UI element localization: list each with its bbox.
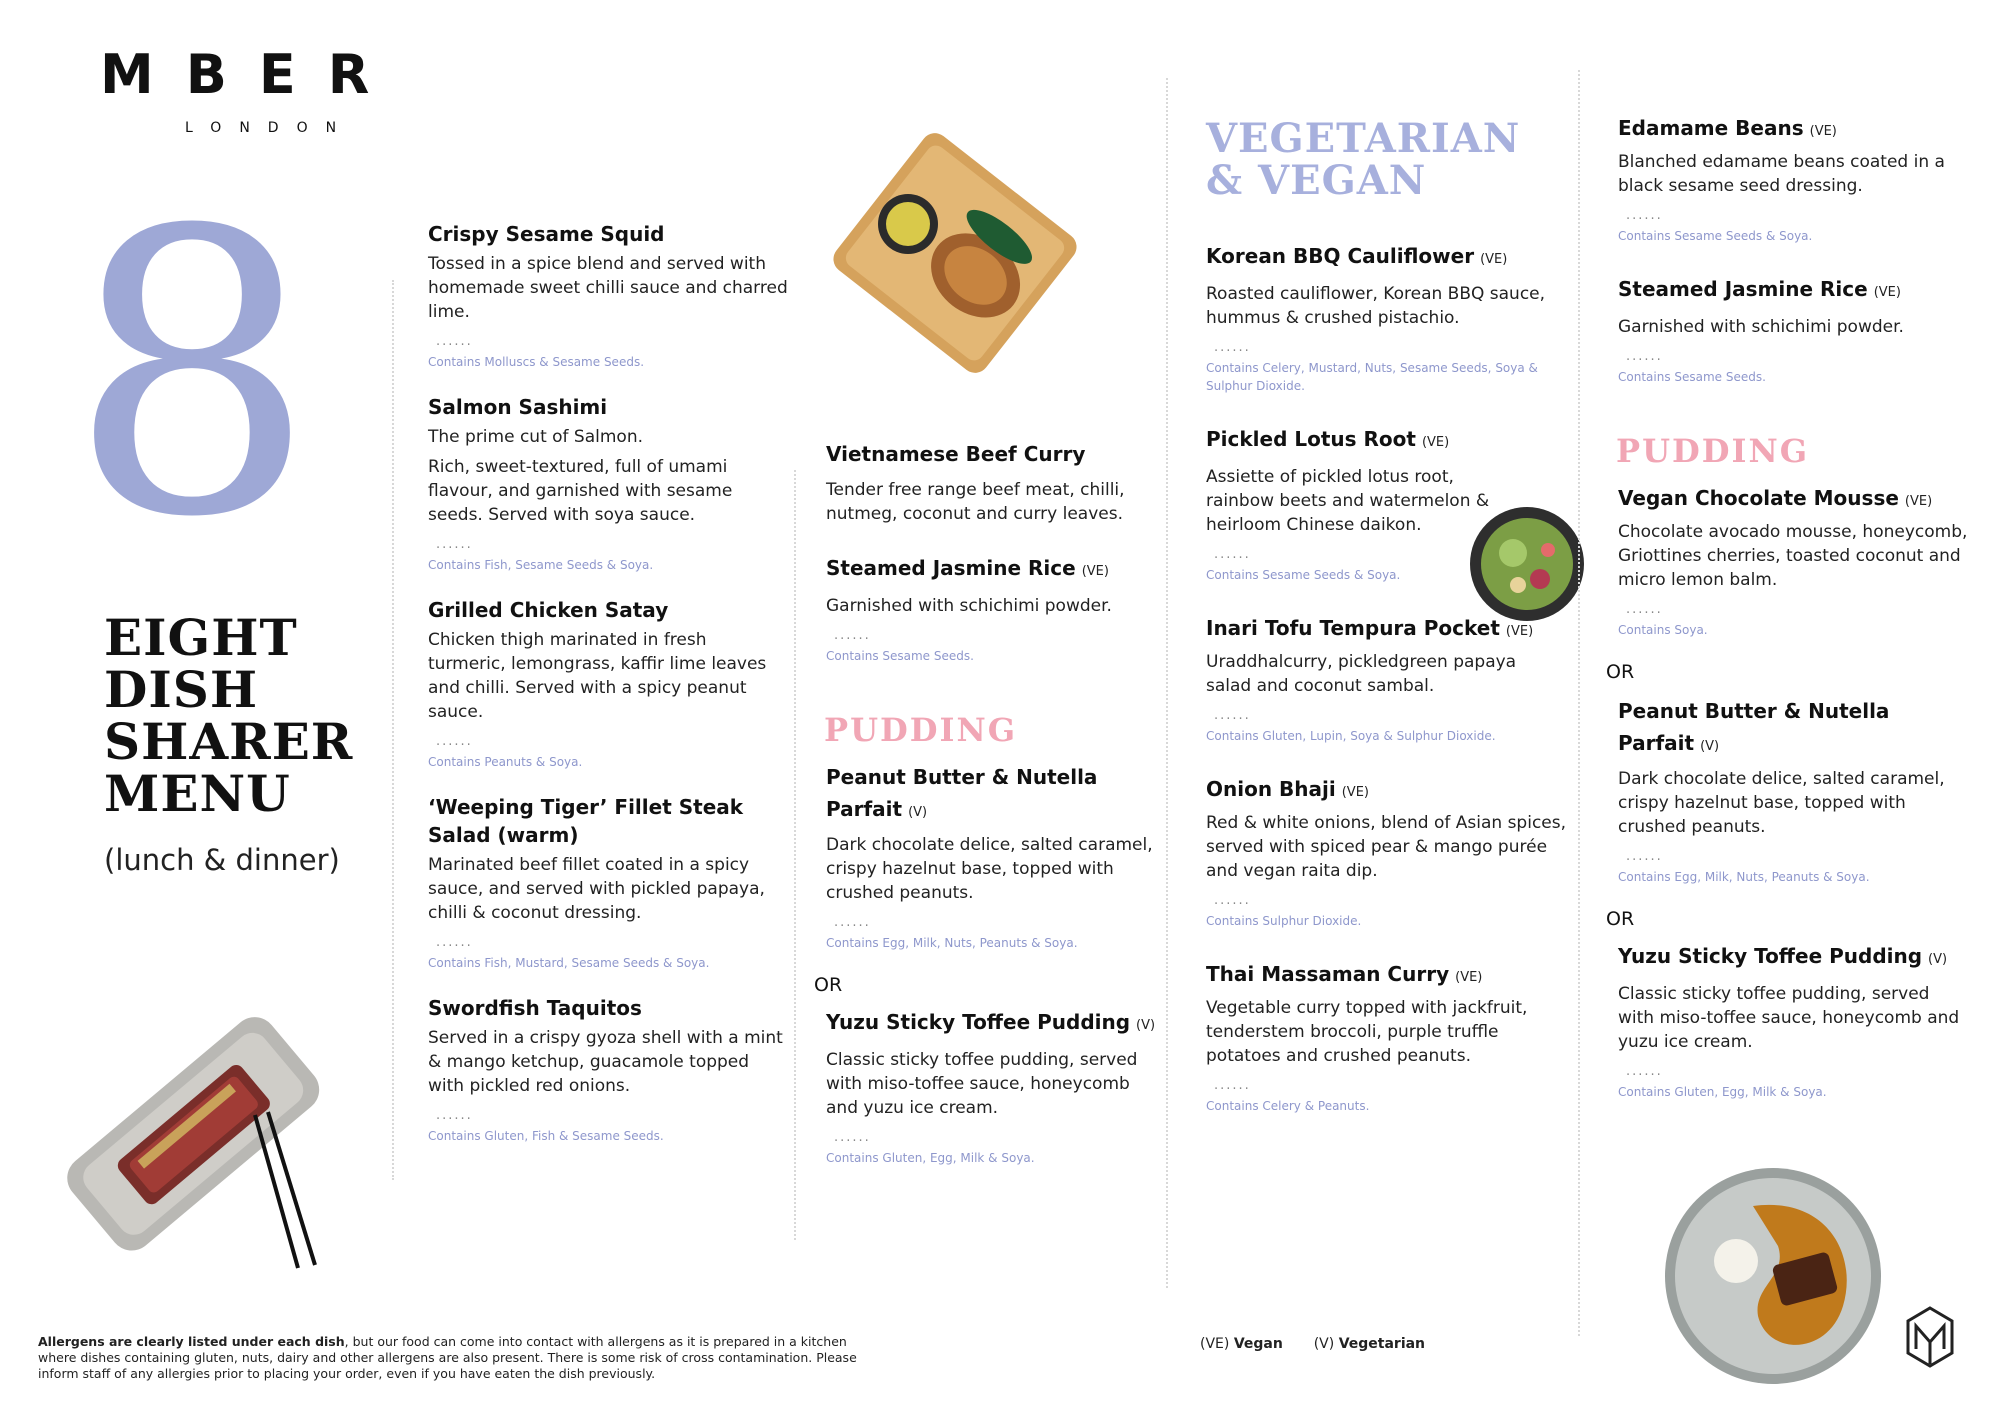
menu-item — [826, 761, 1166, 952]
dish-name-text: Edamame Beans — [1618, 116, 1804, 140]
dish-name-text: Steamed Jasmine Rice — [1618, 277, 1868, 301]
menu-column-3 — [1206, 115, 1567, 1137]
dish-name — [1618, 484, 1968, 516]
allergen-info: Contains Egg, Milk, Nuts, Peanuts & Soya. — [826, 936, 1078, 950]
allergen-info: Contains Gluten, Egg, Milk & Soya. — [826, 1151, 1035, 1165]
dish-name — [826, 761, 1166, 829]
column-divider-4 — [1578, 70, 1580, 1336]
dish-name — [826, 1008, 1166, 1040]
dish-name: ‘Weeping Tiger’ Fillet Steak Salad (warm) — [428, 795, 744, 847]
dish-description: Tender free range beef meat, chilli, nutmeg, coconut and curry leaves. — [826, 480, 1125, 524]
dish-description: Blanched edamame beans coated in a black sesame seed dressing. — [1618, 152, 1945, 196]
dots-separator: ...... — [436, 734, 473, 749]
dish-name: Salmon Sashimi — [428, 395, 608, 419]
diet-tag: (V) — [1700, 739, 1720, 754]
hero-number: 8 — [68, 148, 317, 602]
diet-tag: (V) — [1136, 1018, 1156, 1033]
column-divider-2 — [794, 470, 796, 1240]
dish-description: Served in a crispy gyoza shell with a mint & mango ketchup, guacamole topped with pickled red onions. — [428, 1028, 783, 1096]
diet-tag: (VE) — [1455, 970, 1483, 985]
allergen-info: Contains Fish, Sesame Seeds & Soya. — [428, 558, 654, 572]
brand-name: MBER — [100, 43, 402, 106]
dish-name-text: Onion Bhaji — [1206, 777, 1336, 801]
diet-legend — [1200, 1336, 1425, 1352]
m-logo-icon — [1904, 1304, 1956, 1374]
brand-city: LONDON — [185, 120, 355, 136]
allergen-info: Contains Fish, Mustard, Sesame Seeds & Soya. — [428, 956, 710, 970]
dots-separator: ...... — [1626, 849, 1663, 864]
dots-separator: ...... — [1214, 1078, 1251, 1093]
dish-name-text: Pickled Lotus Root — [1206, 427, 1416, 451]
brand-logo — [100, 43, 450, 136]
menu-item — [1618, 942, 1968, 1101]
allergen-info: Contains Gluten, Fish & Sesame Seeds. — [428, 1129, 664, 1143]
dish-name: Grilled Chicken Satay — [428, 598, 669, 622]
dish-description: Dark chocolate delice, salted caramel, crispy hazelnut base, topped with crushed peanuts. — [826, 835, 1153, 903]
allergen-info: Contains Gluten, Egg, Milk & Soya. — [1618, 1085, 1827, 1099]
footnote-bold: Allergens are clearly listed under each dish — [38, 1334, 345, 1349]
dish-description: Classic sticky toffee pudding, served with miso-toffee sauce, honeycomb and yuzu ice cream. — [826, 1050, 1138, 1118]
menu-item — [826, 554, 1166, 665]
legend-vegan-code: (VE) — [1200, 1336, 1230, 1352]
menu-item — [1206, 614, 1566, 745]
dish-description: Chicken thigh marinated in fresh turmeric, lemongrass, kaffir lime leaves and chilli. Served with a spicy peanut sauce. — [428, 630, 767, 722]
dots-separator: ...... — [834, 628, 871, 643]
allergen-info: Contains Gluten, Lupin, Soya & Sulphur Dioxide. — [1206, 729, 1496, 743]
dish-name-text: Vegan Chocolate Mousse — [1618, 486, 1899, 510]
diet-tag: (VE) — [1480, 252, 1508, 267]
menu-item — [428, 596, 788, 771]
pudding-heading: PUDDING — [824, 711, 1018, 749]
dish-description: Marinated beef fillet coated in a spicy sauce, and served with pickled papaya, chilli & coconut dressing. — [428, 855, 765, 923]
dots-separator: ...... — [1626, 602, 1663, 617]
dots-separator: ...... — [1214, 340, 1251, 355]
menu-subtitle: (lunch & dinner) — [104, 843, 340, 877]
menu-item — [1618, 484, 1968, 639]
diet-tag: (VE) — [1341, 785, 1369, 800]
menu-column-1 — [428, 220, 788, 1167]
column-divider-1 — [392, 280, 394, 1180]
dish-description: Classic sticky toffee pudding, served with miso-toffee sauce, honeycomb and yuzu ice cream. — [1618, 984, 1960, 1052]
dish-name — [1206, 960, 1566, 992]
allergen-info: Contains Sesame Seeds. — [1618, 370, 1766, 384]
menu-item — [1206, 775, 1566, 930]
allergen-info: Contains Sesame Seeds & Soya. — [1206, 568, 1401, 582]
diet-tag: (VE) — [1873, 285, 1901, 300]
vegetarian-vegan-heading: VEGETARIAN & VEGAN — [1206, 115, 1521, 204]
dish-name — [1618, 695, 1968, 763]
dish-name-text: Yuzu Sticky Toffee Pudding — [1618, 944, 1923, 968]
dish-description: Garnished with schichimi powder. — [1618, 317, 1904, 337]
menu-item — [1618, 275, 1968, 386]
dish-name — [1206, 425, 1496, 457]
dots-separator: ...... — [1214, 708, 1251, 723]
allergen-info: Contains Egg, Milk, Nuts, Peanuts & Soya. — [1618, 870, 1870, 884]
diet-tag: (VE) — [1505, 624, 1534, 639]
dish-name-text: Peanut Butter & Nutella Parfait — [826, 765, 1098, 821]
legend-vegetarian-code: (V) — [1313, 1336, 1335, 1352]
dots-separator: ...... — [1626, 349, 1663, 364]
dots-separator: ...... — [436, 1108, 473, 1123]
diet-tag: (VE) — [1421, 435, 1450, 450]
dots-separator: ...... — [1626, 208, 1663, 223]
menu-item — [428, 994, 788, 1145]
dish-name-text: Peanut Butter & Nutella Parfait — [1618, 699, 1890, 755]
diet-tag: (VE) — [1904, 494, 1933, 509]
menu-item — [428, 793, 788, 972]
legend-vegan-label: Vegan — [1233, 1336, 1283, 1352]
allergen-info: Contains Celery & Peanuts. — [1206, 1099, 1370, 1113]
diet-tag: (VE) — [1081, 564, 1109, 579]
dish-name — [1206, 775, 1566, 807]
diet-tag: (V) — [1928, 952, 1948, 967]
dish-name — [1206, 614, 1566, 646]
allergen-info: Contains Sesame Seeds. — [826, 649, 974, 663]
dish-description: Assiette of pickled lotus root, rainbow beets and watermelon & heirloom Chinese daikon. — [1206, 467, 1490, 535]
dish-name — [1618, 114, 1968, 146]
or-separator: OR — [814, 974, 843, 996]
diet-tag: (VE) — [1809, 124, 1837, 139]
dish-description: Dark chocolate delice, salted caramel, crispy hazelnut base, topped with crushed peanuts. — [1618, 769, 1945, 837]
dish-name — [826, 554, 1166, 586]
dots-separator: ...... — [1626, 1064, 1663, 1079]
dish-description: Uraddhalcurry, pickledgreen papaya salad and coconut sambal. — [1206, 652, 1517, 696]
pudding-heading: PUDDING — [1616, 432, 1810, 470]
dish-name: Vietnamese Beef Curry — [826, 442, 1086, 466]
dish-name-text: Inari Tofu Tempura Pocket — [1206, 616, 1500, 640]
allergen-info: Contains Soya. — [1618, 623, 1708, 637]
dots-separator: ...... — [1214, 547, 1251, 562]
dots-separator: ...... — [834, 1130, 871, 1145]
menu-column-2 — [814, 440, 1166, 1189]
dish-name-text: Yuzu Sticky Toffee Pudding — [826, 1010, 1131, 1034]
allergen-info: Contains Peanuts & Soya. — [428, 755, 583, 769]
menu-item — [826, 1008, 1166, 1167]
menu-item — [1206, 242, 1566, 395]
dish-name-text: Steamed Jasmine Rice — [826, 556, 1076, 580]
dessert-plate-image — [1658, 1166, 1888, 1396]
dots-separator: ...... — [436, 537, 473, 552]
allergen-footnote — [38, 1334, 868, 1382]
menu-title: EIGHT DISH SHARER MENU — [104, 608, 354, 823]
dish-description: Tossed in a spice blend and served with homemade sweet chilli sauce and charred lime. — [428, 254, 788, 322]
or-separator: OR — [1606, 908, 1635, 930]
menu-item — [428, 220, 788, 371]
allergen-info: Contains Celery, Mustard, Nuts, Sesame Seeds, Soya & Sulphur Dioxide. — [1206, 361, 1538, 393]
menu-item — [1618, 114, 1968, 245]
dish-name: Swordfish Taquitos — [428, 996, 642, 1020]
dish-description: Garnished with schichimi powder. — [826, 596, 1112, 616]
dots-separator: ...... — [436, 334, 473, 349]
dots-separator: ...... — [436, 935, 473, 950]
dish-description: Roasted cauliflower, Korean BBQ sauce, hummus & crushed pistachio. — [1206, 284, 1546, 328]
dish-description: The prime cut of Salmon. — [428, 427, 643, 447]
dish-name-text: Thai Massaman Curry — [1206, 962, 1450, 986]
dish-name — [1206, 242, 1566, 274]
dish-name — [1618, 275, 1968, 307]
footnote-text: , but our food can come into contact with allergens as it is prepared in a kitchen where dishes containing gluten, nuts, dairy and other allergens are also present. There is some risk of cross contamination. Please inform staff of any allergies prior to placing your order, even if you have eaten the dish previously. — [38, 1334, 857, 1381]
dots-separator: ...... — [834, 915, 871, 930]
dish-description: Chocolate avocado mousse, honeycomb, Griottines cherries, toasted coconut and micro lemon balm. — [1618, 522, 1968, 590]
menu-column-4 — [1606, 114, 1968, 1123]
column-divider-3 — [1166, 78, 1168, 1288]
dish-name — [1618, 942, 1968, 974]
diet-tag: (V) — [908, 805, 928, 820]
menu-item — [1206, 960, 1566, 1115]
dish-description: Red & white onions, blend of Asian spices, served with spiced pear & mango purée and vegan raita dip. — [1206, 813, 1567, 881]
allergen-info: Contains Sesame Seeds & Soya. — [1618, 229, 1813, 243]
steak-dish-image — [40, 980, 340, 1280]
allergen-info: Contains Sulphur Dioxide. — [1206, 914, 1362, 928]
dish-description: Vegetable curry topped with jackfruit, tenderstem broccoli, purple truffle potatoes and crushed peanuts. — [1206, 998, 1528, 1066]
dish-description-extra: Rich, sweet-textured, full of umami flavour, and garnished with sesame seeds. Served with soya sauce. — [428, 457, 733, 525]
menu-item — [428, 393, 788, 574]
dish-name-text: Korean BBQ Cauliflower — [1206, 244, 1475, 268]
menu-item — [1618, 695, 1968, 886]
dots-separator: ...... — [1214, 893, 1251, 908]
dish-name: Crispy Sesame Squid — [428, 222, 665, 246]
or-separator: OR — [1606, 661, 1635, 683]
menu-item — [826, 440, 1166, 526]
menu-item — [1206, 425, 1496, 584]
legend-vegetarian-label: Vegetarian — [1338, 1336, 1426, 1352]
allergen-info: Contains Molluscs & Sesame Seeds. — [428, 355, 645, 369]
chicken-board-image — [820, 118, 1090, 388]
